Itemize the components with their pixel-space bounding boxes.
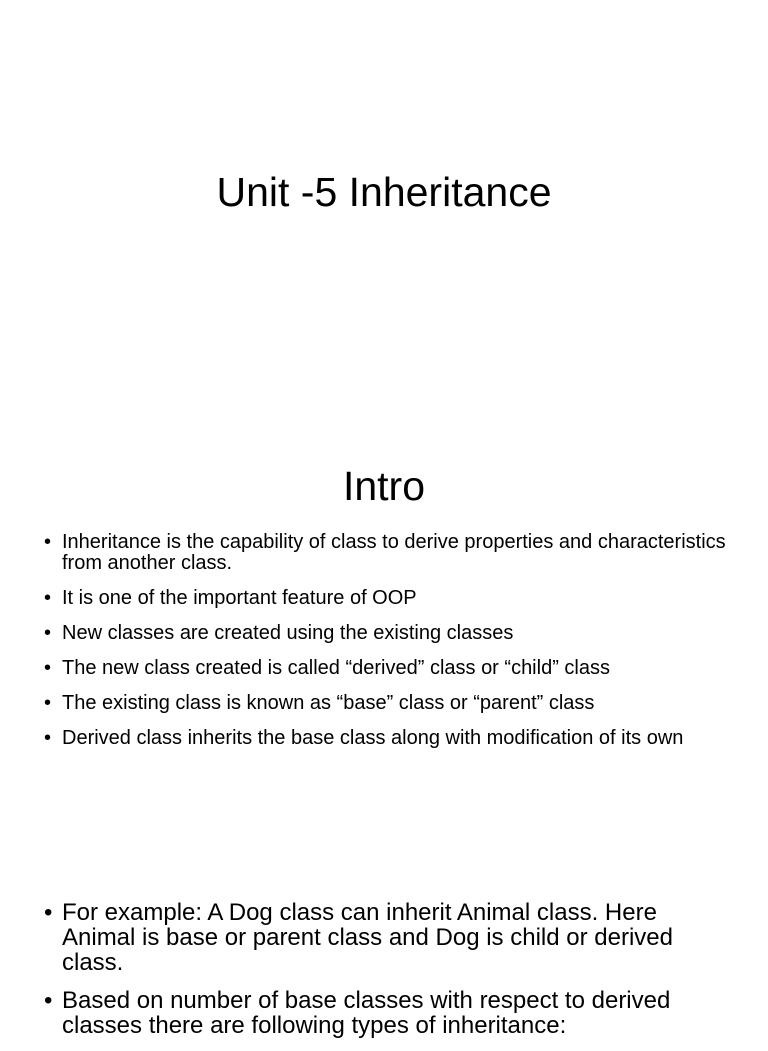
bullet-item: • It is one of the important feature of OOP (40, 588, 728, 609)
bullet-item: • The existing class is known as “base” class or “parent” class (40, 693, 728, 714)
bullet-item: • The new class created is called “derived” class or “child” class (40, 658, 728, 679)
slide-title-heading: Unit -5 Inheritance (216, 169, 552, 215)
bullet-item: • Based on number of base classes with respect to derived classes there are following types of inheritance: (40, 988, 728, 1038)
bullet-item: • For example: A Dog class can inherit Animal class. Here Animal is base or parent class and Dog is child or derived class. (40, 900, 728, 975)
slide-title (0, 0, 768, 430)
bullet-item: • New classes are created using the existing classes (40, 623, 728, 644)
slide-intro-heading: Intro (342, 463, 426, 509)
bullet-item: • Inheritance is the capability of class to derive properties and characteristics from another class. (40, 532, 728, 574)
bullet-item: • Derived class inherits the base class along with modification of its own (40, 728, 728, 749)
slide-intro (0, 430, 768, 850)
intro-bullet-list (40, 532, 728, 763)
example-bullet-list (40, 900, 728, 1051)
slide-example (0, 850, 768, 1039)
